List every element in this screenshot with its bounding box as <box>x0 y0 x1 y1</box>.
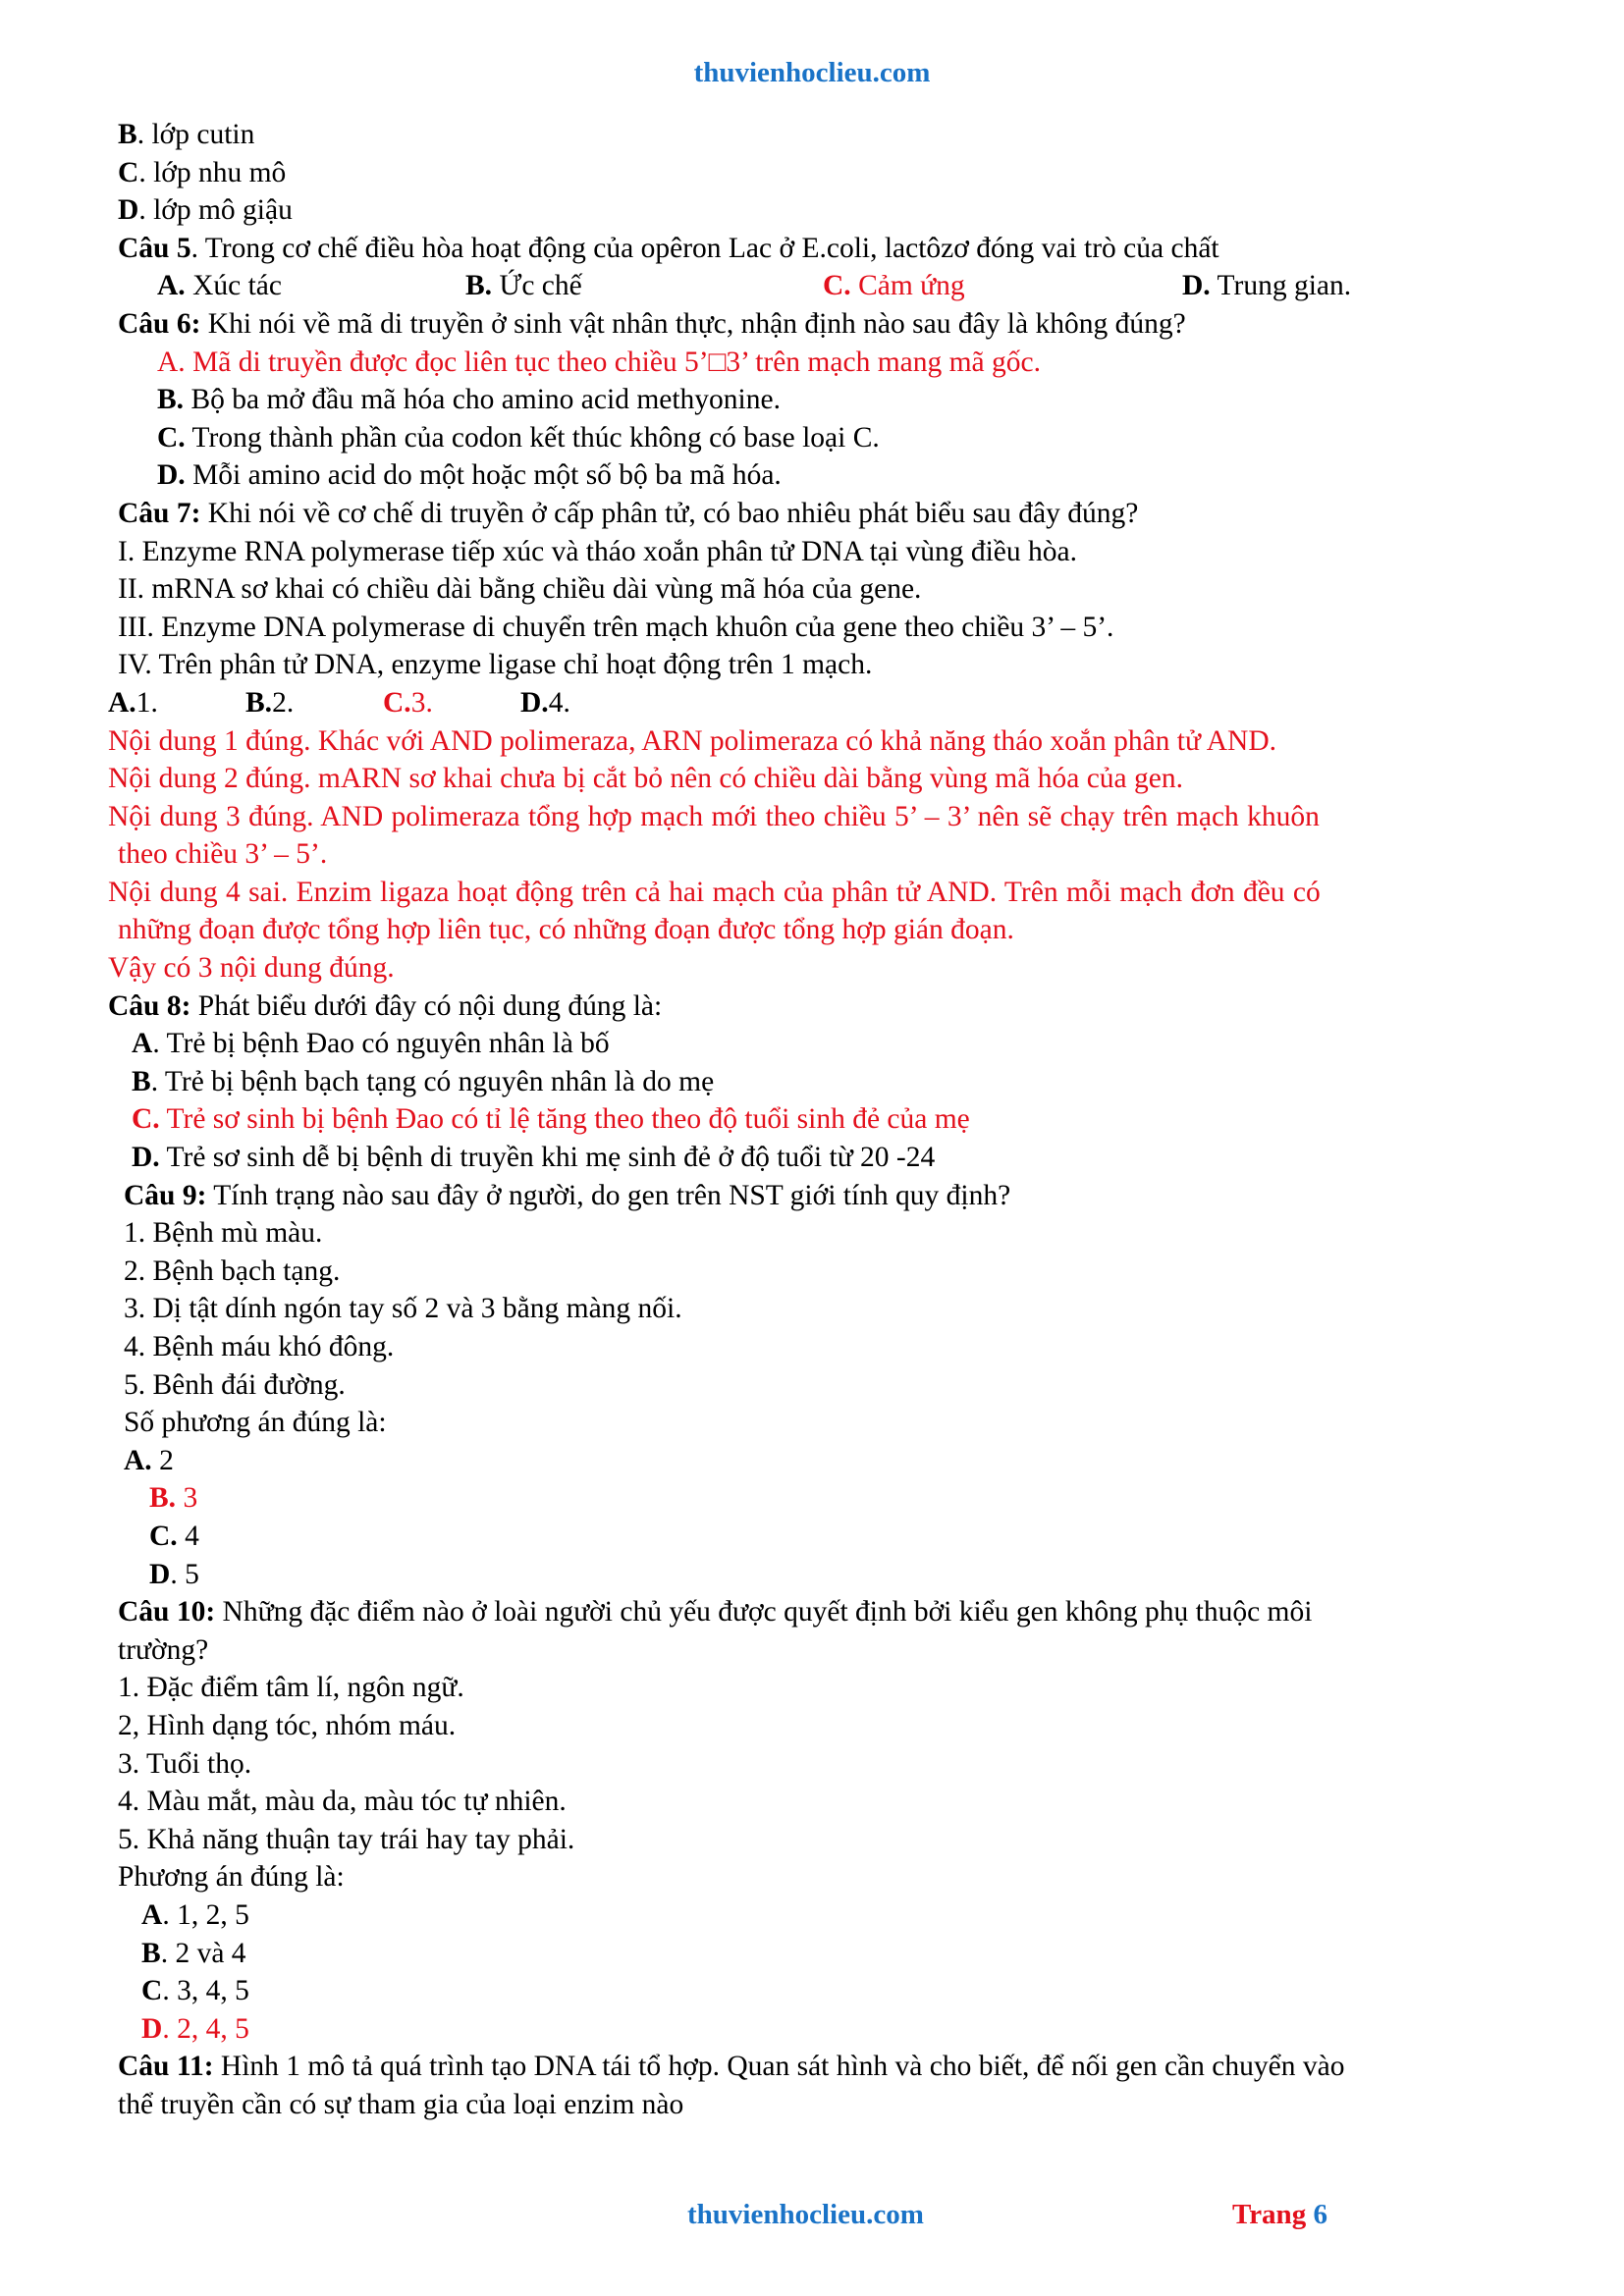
q7-explanation-4: Nội dung 4 sai. Enzim ligaza hoạt động trên cả hai mạch của phân tử AND. Trên mỗi mạch đơn đều có <box>108 876 1321 908</box>
page-number: Trang 6 <box>1232 2199 1327 2230</box>
q9-item-4: 4. Bệnh máu khó đông. <box>124 1331 395 1362</box>
q9-option-d: D. 5 <box>149 1558 199 1590</box>
q7-option-d: D.4. <box>520 686 570 719</box>
q9-option-a: A. 2 <box>124 1444 174 1476</box>
q8-option-b: B. Trẻ bị bệnh bạch tạng có nguyên nhân là do mẹ <box>132 1065 715 1097</box>
q10-option-d: D. 2, 4, 5 <box>141 2012 249 2045</box>
q7-conclusion: Vậy có 3 nội dung đúng. <box>108 952 395 985</box>
q4-option-c: C. lớp nhu mô <box>118 156 287 188</box>
q10-item-5: 5. Khả năng thuận tay trái hay tay phải. <box>118 1823 575 1855</box>
q5-stem: Câu 5. Trong cơ chế điều hòa hoạt động của opêron Lac ở E.coli, lactôzơ đóng vai trò của chất <box>118 232 1219 264</box>
q10-item-1: 1. Đặc điểm tâm lí, ngôn ngữ. <box>118 1672 464 1704</box>
q4-option-b: B. lớp cutin <box>118 119 255 150</box>
q9-option-b: B. 3 <box>149 1482 198 1515</box>
q8-option-d: D. Trẻ sơ sinh dễ bị bệnh di truyền khi mẹ sinh đẻ ở độ tuổi từ 20 -24 <box>132 1142 936 1174</box>
q10-item-2: 2, Hình dạng tóc, nhóm máu. <box>118 1709 457 1741</box>
q6-option-b: B. Bộ ba mở đầu mã hóa cho amino acid methyonine. <box>157 384 781 416</box>
q9-stem: Câu 9: Tính trạng nào sau đây ở người, do gen trên NST giới tính quy định? <box>124 1179 1011 1211</box>
q6-option-a: A. Mã di truyền được đọc liên tục theo chiều 5’□3’ trên mạch mang mã gốc. <box>157 346 1041 378</box>
q11-stem-cont: thể truyền cần có sự tham gia của loại enzim nào <box>118 2088 684 2120</box>
q10-option-a: A. 1, 2, 5 <box>141 1898 249 1931</box>
q7-statement-3: III. Enzyme DNA polymerase di chuyển trên mạch khuôn của gene theo chiều 3’ – 5’. <box>118 611 1114 643</box>
q10-item-4: 4. Màu mắt, màu da, màu tóc tự nhiên. <box>118 1786 567 1818</box>
q10-option-c: C. 3, 4, 5 <box>141 1975 249 2007</box>
q7-explanation-2: Nội dung 2 đúng. mARN sơ khai chưa bị cắt bỏ nên có chiều dài bằng vùng mã hóa của gen. <box>108 763 1183 795</box>
q7-explanation-3: Nội dung 3 đúng. AND polimeraza tổng hợp mạch mới theo chiều 5’ – 3’ nên sẽ chạy trên mạch khuôn <box>108 800 1320 832</box>
q5-option-d: D. Trung gian. <box>1182 270 1352 302</box>
q5-option-c: C. Cảm ứng <box>823 270 965 302</box>
q9-item-2: 2. Bệnh bạch tạng. <box>124 1255 341 1287</box>
q10-option-b: B. 2 và 4 <box>141 1937 246 1969</box>
page-footer <box>0 2199 1624 2238</box>
document-body <box>108 116 1532 2123</box>
q9-prompt: Số phương án đúng là: <box>124 1407 387 1439</box>
q9-item-3: 3. Dị tật dính ngón tay số 2 và 3 bằng màng nối. <box>124 1293 682 1325</box>
footer-site-link[interactable]: thuvienhoclieu.com <box>687 2199 924 2230</box>
q8-option-a: A. Trẻ bị bệnh Đao có nguyên nhân là bố <box>132 1028 610 1060</box>
q9-option-c: C. 4 <box>149 1520 199 1552</box>
q5-option-b: B. Ức chế <box>465 270 582 302</box>
header-site-link[interactable]: thuvienhoclieu.com <box>693 57 931 88</box>
q4-option-d: D. lớp mô giậu <box>118 194 293 227</box>
q7-statement-4: IV. Trên phân tử DNA, enzyme ligase chỉ hoạt động trên 1 mạch. <box>118 649 873 681</box>
q7-option-a: A.1. <box>108 686 158 719</box>
q5-options <box>108 267 1532 305</box>
q11-stem: Câu 11: Hình 1 mô tả quá trình tạo DNA tái tổ hợp. Quan sát hình và cho biết, để nối gen cần chuyển vào <box>118 2051 1345 2083</box>
q7-explanation-3-cont: theo chiều 3’ – 5’. <box>118 838 328 871</box>
q9-item-1: 1. Bệnh mù màu. <box>124 1217 323 1250</box>
q7-stem: Câu 7: Khi nói về cơ chế di truyền ở cấp phân tử, có bao nhiêu phát biểu sau đây đúng? <box>118 497 1139 529</box>
q7-statement-1: I. Enzyme RNA polymerase tiếp xúc và tháo xoắn phân tử DNA tại vùng điều hòa. <box>118 535 1077 567</box>
q8-option-c: C. Trẻ sơ sinh bị bệnh Đao có tỉ lệ tăng theo theo độ tuổi sinh đẻ của mẹ <box>132 1103 970 1136</box>
q7-option-c: C.3. <box>383 686 433 719</box>
q7-option-b: B.2. <box>245 686 295 719</box>
q10-prompt: Phương án đúng là: <box>118 1861 345 1894</box>
q7-explanation-1: Nội dung 1 đúng. Khác với AND polimeraza, ARN polimeraza có khả năng tháo xoắn phân tử AND. <box>108 724 1277 757</box>
q8-stem: Câu 8: Phát biểu dưới đây có nội dung đúng là: <box>108 989 663 1022</box>
q10-stem: Câu 10: Những đặc điểm nào ở loài người chủ yếu được quyết định bởi kiểu gen không phụ thuộc môi <box>118 1596 1313 1629</box>
q9-item-5: 5. Bênh đái đường. <box>124 1368 346 1401</box>
q6-option-c: C. Trong thành phần của codon kết thúc không có base loại C. <box>157 421 880 454</box>
q10-stem-cont: trường? <box>118 1633 209 1666</box>
q10-item-3: 3. Tuổi thọ. <box>118 1747 252 1780</box>
q7-options <box>108 684 1532 722</box>
q6-option-d: D. Mỗi amino acid do một hoặc một số bộ ba mã hóa. <box>157 459 782 492</box>
q7-statement-2: II. mRNA sơ khai có chiều dài bằng chiều dài vùng mã hóa của gene. <box>118 573 922 606</box>
q7-explanation-4-cont: những đoạn được tổng hợp liên tục, có những đoạn được tổng hợp gián đoạn. <box>118 914 1014 946</box>
q6-stem: Câu 6: Khi nói về mã di truyền ở sinh vật nhân thực, nhận định nào sau đây là không đúng? <box>118 307 1186 340</box>
q5-option-a: A. Xúc tác <box>157 270 282 302</box>
